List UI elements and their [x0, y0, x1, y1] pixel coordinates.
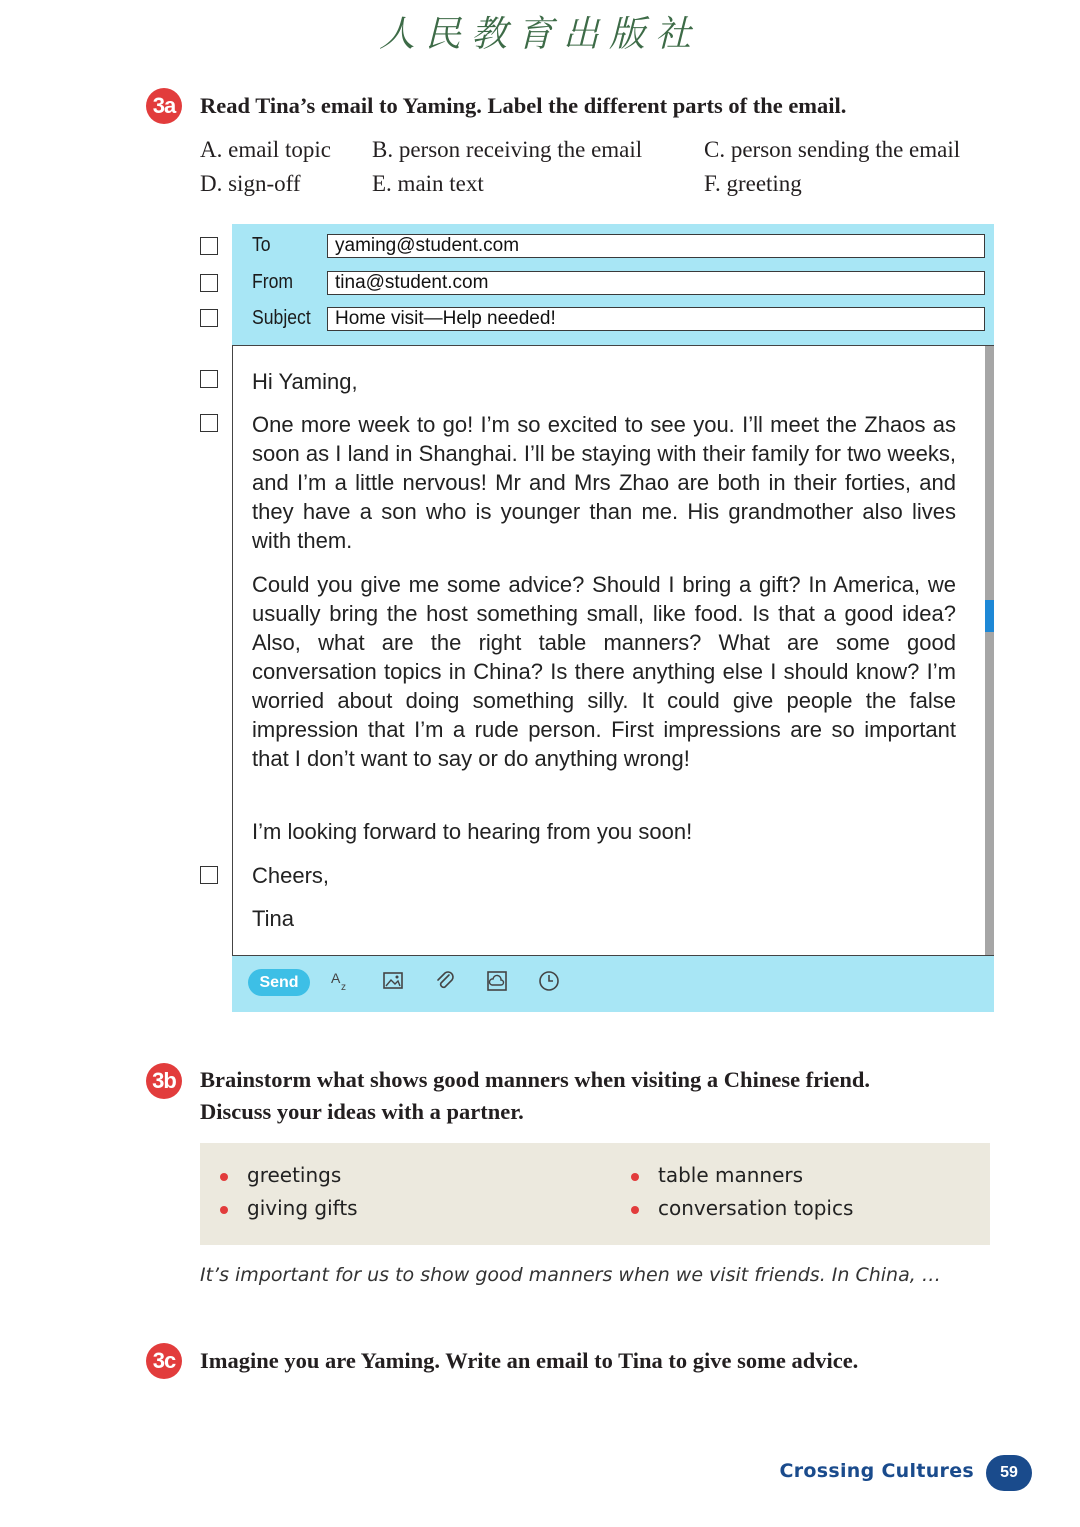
section-3b-instruction-line2: Discuss your ideas with a partner.: [200, 1099, 524, 1124]
image-icon[interactable]: [381, 969, 405, 993]
label-checkbox-main-text[interactable]: [200, 414, 218, 432]
brainstorm-box: [200, 1143, 990, 1245]
font-size-icon[interactable]: [329, 969, 353, 993]
label-checkbox-from[interactable]: [200, 274, 218, 292]
bullet-dot: [220, 1206, 228, 1214]
email-scrollbar[interactable]: [985, 346, 994, 955]
svg-text:z: z: [341, 982, 346, 993]
topic-conversation-topics: conversation topics: [658, 1196, 854, 1220]
to-label: To: [252, 234, 271, 256]
publisher-logo: 人民教育出版社: [378, 14, 701, 55]
option-a: A. email topic: [200, 137, 331, 162]
email-paragraph-2: Could you give me some advice? Should I bring a gift? In America, we usually bring the host something small, like food. Is that a good idea? Also, what are the right table manners? What are some good conversation topics in China? Is there anything else I should know? I’m worried about doing something silly. It could give people the false impression that I’m a rude person. First impressions are so important that I don’t want to say or do anything wrong!: [252, 572, 956, 771]
section-3a-instruction: Read Tina’s email to Yaming. Label the different parts of the email.: [200, 93, 847, 118]
svg-text:A: A: [331, 970, 341, 986]
cloud-save-icon[interactable]: [485, 969, 509, 993]
email-sender-name: Tina: [252, 906, 294, 931]
footer-unit-title: Crossing Cultures: [779, 1460, 974, 1482]
email-signoff: Cheers,: [252, 863, 330, 888]
subject-field[interactable]: Home visit—Help needed!: [327, 307, 985, 331]
section-3c-badge: 3c: [146, 1343, 182, 1379]
option-b: B. person receiving the email: [372, 137, 643, 162]
example-sentence: It’s important for us to show good manners when we visit friends. In China, …: [200, 1264, 941, 1286]
section-3c-instruction: Imagine you are Yaming. Write an email to Tina to give some advice.: [200, 1348, 859, 1373]
schedule-clock-icon[interactable]: [537, 969, 561, 993]
email-scroll-thumb[interactable]: [985, 600, 994, 632]
email-greeting: Hi Yaming,: [252, 369, 358, 394]
option-d: D. sign-off: [200, 171, 301, 196]
topic-table-manners: table manners: [658, 1163, 804, 1187]
email-paragraph-1: One more week to go! I’m so excited to see you. I’ll meet the Zhaos as soon as I land in Shanghai. I’ll be staying with their family for two weeks, and I’m a little nervous! Mr and Mrs Zhao are both in their forties, and they have a son who is younger than me. His grandmother also lives with them.: [252, 412, 956, 553]
label-checkbox-greeting[interactable]: [200, 370, 218, 388]
option-f: F. greeting: [704, 171, 802, 196]
option-c: C. person sending the email: [704, 137, 961, 162]
section-3b-badge: 3b: [146, 1063, 182, 1099]
subject-label: Subject: [252, 307, 311, 329]
page-number: 59: [986, 1455, 1032, 1491]
section-3b-instruction-line1: Brainstorm what shows good manners when visiting a Chinese friend.: [200, 1067, 871, 1092]
label-checkbox-to[interactable]: [200, 237, 218, 255]
email-paragraph-3: I’m looking forward to hearing from you soon!: [252, 819, 693, 844]
topic-giving-gifts: giving gifts: [247, 1196, 358, 1220]
from-label: From: [252, 271, 294, 293]
attachment-icon[interactable]: [433, 969, 457, 993]
topic-greetings: greetings: [247, 1163, 342, 1187]
label-checkbox-subject[interactable]: [200, 309, 218, 327]
send-button[interactable]: Send: [248, 969, 310, 996]
to-field[interactable]: yaming@student.com: [327, 234, 985, 258]
from-field[interactable]: tina@student.com: [327, 271, 985, 295]
section-3a-badge: 3a: [146, 88, 182, 124]
bullet-dot: [631, 1173, 639, 1181]
bullet-dot: [631, 1206, 639, 1214]
bullet-dot: [220, 1173, 228, 1181]
option-e: E. main text: [372, 171, 484, 196]
label-checkbox-signoff[interactable]: [200, 866, 218, 884]
